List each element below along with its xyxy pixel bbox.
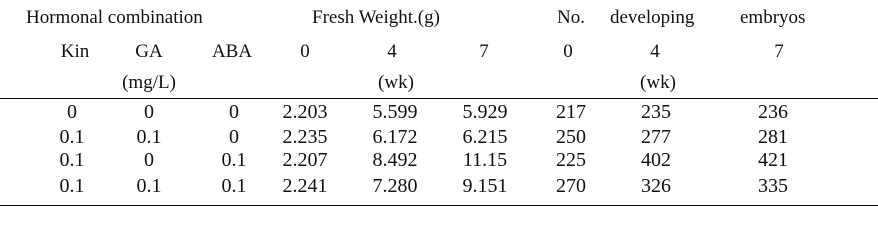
header-developing: developing xyxy=(610,7,695,28)
cell-ga: 0 xyxy=(144,101,154,123)
cell-emb-4: 235 xyxy=(641,101,671,123)
cell-fw-7: 9.151 xyxy=(462,175,508,197)
col-fw-4: 4 xyxy=(387,41,397,62)
cell-fw-4: 8.492 xyxy=(372,149,418,171)
cell-kin: 0.1 xyxy=(59,149,85,171)
cell-fw-7: 6.215 xyxy=(462,126,508,148)
col-emb-4: 4 xyxy=(650,41,660,62)
table-bottom-rule xyxy=(0,205,878,206)
cell-emb-7: 335 xyxy=(758,175,788,197)
header-fresh-weight: Fresh Weight.(g) xyxy=(312,7,440,28)
cell-fw-4: 6.172 xyxy=(372,126,418,148)
cell-ga: 0 xyxy=(144,149,154,171)
header-hormonal-combination: Hormonal combination xyxy=(26,7,203,28)
unit-hormone: (mg/L) xyxy=(122,72,176,93)
col-aba: ABA xyxy=(211,41,253,62)
cell-fw-7: 11.15 xyxy=(462,149,508,171)
col-fw-0: 0 xyxy=(300,41,310,62)
col-emb-7: 7 xyxy=(774,41,784,62)
cell-aba: 0 xyxy=(229,126,239,148)
col-emb-0: 0 xyxy=(563,41,573,62)
cell-aba: 0.1 xyxy=(221,175,247,197)
cell-fw-4: 5.599 xyxy=(372,101,418,123)
cell-aba: 0 xyxy=(229,101,239,123)
header-embryos: embryos xyxy=(740,7,806,28)
cell-fw-0: 2.241 xyxy=(282,175,328,197)
unit-embryos: (wk) xyxy=(640,72,676,93)
cell-aba: 0.1 xyxy=(221,149,247,171)
cell-fw-7: 5.929 xyxy=(462,101,508,123)
cell-emb-7: 281 xyxy=(758,126,788,148)
cell-fw-0: 2.235 xyxy=(282,126,328,148)
cell-ga: 0.1 xyxy=(136,175,162,197)
cell-ga: 0.1 xyxy=(136,126,162,148)
col-fw-7: 7 xyxy=(479,41,489,62)
cell-fw-0: 2.207 xyxy=(282,149,328,171)
cell-emb-7: 236 xyxy=(758,101,788,123)
header-no: No. xyxy=(557,7,585,28)
cell-emb-0: 217 xyxy=(556,101,586,123)
unit-fresh-weight: (wk) xyxy=(378,72,414,93)
cell-kin: 0.1 xyxy=(59,126,85,148)
col-ga: GA xyxy=(135,41,163,62)
cell-emb-4: 326 xyxy=(641,175,671,197)
cell-emb-0: 250 xyxy=(556,126,586,148)
cell-emb-0: 225 xyxy=(556,149,586,171)
cell-emb-4: 277 xyxy=(641,126,671,148)
cell-kin: 0 xyxy=(67,101,77,123)
cell-fw-0: 2.203 xyxy=(282,101,328,123)
cell-fw-4: 7.280 xyxy=(372,175,418,197)
cell-emb-4: 402 xyxy=(641,149,671,171)
table-header-rule xyxy=(0,98,878,99)
col-kin: Kin xyxy=(60,41,90,62)
cell-kin: 0.1 xyxy=(59,175,85,197)
cell-emb-7: 421 xyxy=(758,149,788,171)
cell-emb-0: 270 xyxy=(556,175,586,197)
